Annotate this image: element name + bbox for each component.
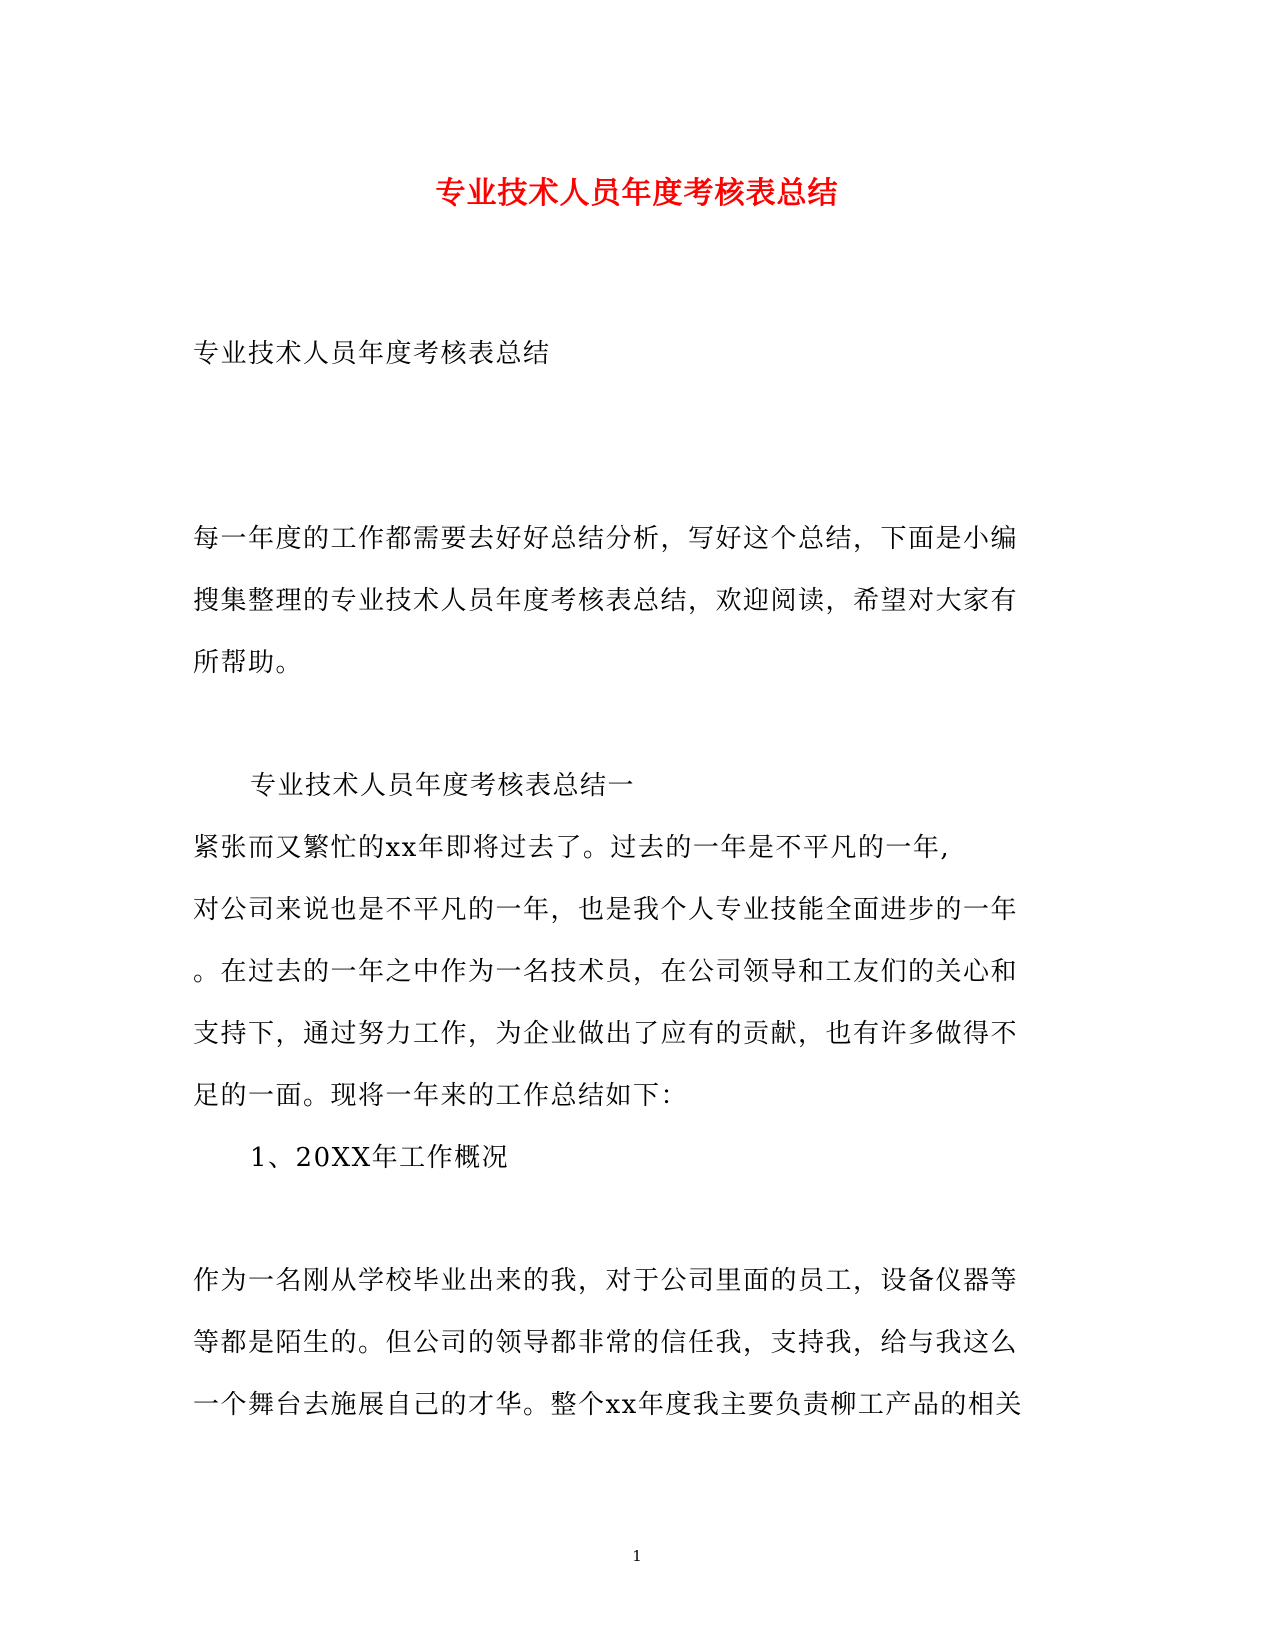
- section-line: 。在过去的一年之中作为一名技术员，在公司领导和工友们的关心和: [193, 957, 1019, 987]
- page-number: 1: [632, 1547, 642, 1565]
- document-title: 专业技术人员年度考核表总结: [435, 176, 839, 211]
- section-line: 紧张而又繁忙的xx年即将过去了。过去的一年是不平凡的一年,: [193, 833, 951, 863]
- intro-line: 搜集整理的专业技术人员年度考核表总结，欢迎阅读，希望对大家有: [193, 586, 1019, 616]
- item-line: 一个舞台去施展自己的才华。整个xx年度我主要负责柳工产品的相关: [193, 1390, 1023, 1420]
- item-line: 作为一名刚从学校毕业出来的我，对于公司里面的员工，设备仪器等: [193, 1266, 1019, 1296]
- item-line: 等都是陌生的。但公司的领导都非常的信任我，支持我，给与我这么: [193, 1328, 1019, 1358]
- intro-line: 所帮助。: [193, 648, 304, 678]
- section-heading: 专业技术人员年度考核表总结一: [250, 771, 636, 801]
- section-line: 足的一面。现将一年来的工作总结如下：: [193, 1081, 689, 1111]
- document-subtitle: 专业技术人员年度考核表总结: [193, 339, 551, 369]
- item-heading: 1、20XX年工作概况: [250, 1143, 510, 1173]
- section-line: 支持下，通过努力工作，为企业做出了应有的贡献，也有许多做得不: [193, 1019, 1019, 1049]
- section-line: 对公司来说也是不平凡的一年，也是我个人专业技能全面进步的一年: [193, 895, 1019, 925]
- intro-line: 每一年度的工作都需要去好好总结分析，写好这个总结，下面是小编: [193, 524, 1019, 554]
